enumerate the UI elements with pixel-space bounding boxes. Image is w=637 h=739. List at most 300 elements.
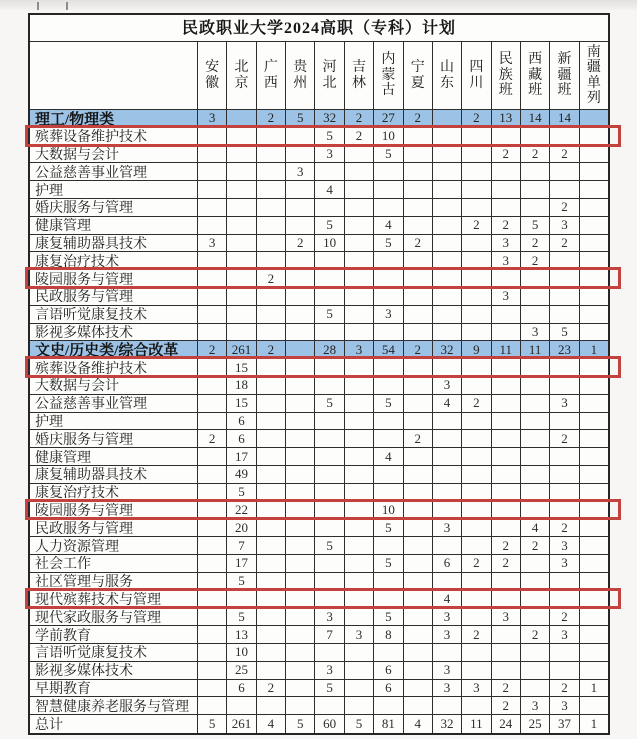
plan-cell	[286, 680, 315, 697]
plan-cell	[404, 128, 433, 145]
table-row-program	[30, 181, 608, 199]
plan-cell	[550, 181, 579, 198]
plan-cell	[462, 662, 491, 679]
plan-cell	[433, 270, 462, 287]
plan-cell	[404, 680, 433, 697]
plan-cell	[404, 591, 433, 608]
plan-cell	[550, 359, 579, 376]
table-row-program	[30, 377, 608, 395]
table-row-program	[30, 430, 608, 448]
plan-cell	[257, 359, 286, 376]
plan-cell: 2	[521, 537, 550, 554]
plan-cell: 3	[433, 519, 462, 536]
plan-cell	[404, 288, 433, 305]
plan-cell: 1	[590, 715, 598, 731]
plan-cell	[492, 430, 521, 447]
plan-cell: 14	[550, 110, 579, 127]
plan-cell: 5	[315, 395, 344, 412]
plan-cell	[580, 430, 608, 447]
plan-cell	[315, 644, 344, 661]
plan-cell: 2	[492, 697, 521, 714]
table-row-program	[30, 697, 608, 715]
plan-cell	[374, 537, 403, 554]
plan-cell	[345, 680, 374, 697]
plan-cell: 14	[521, 110, 550, 127]
plan-cell: 5	[286, 715, 315, 733]
table-row-program	[30, 199, 608, 217]
column-header	[550, 42, 579, 109]
plan-cell: 2	[550, 430, 579, 447]
plan-cell	[462, 519, 491, 536]
plan-cell: 2	[462, 555, 491, 572]
table-row-section	[30, 341, 608, 359]
plan-cell: 3	[433, 626, 462, 643]
plan-cell	[404, 395, 433, 412]
plan-cell	[580, 537, 608, 554]
plan-cell: 10	[374, 128, 403, 145]
plan-cell	[580, 288, 608, 305]
plan-cell: 2	[462, 626, 491, 643]
plan-cell	[374, 288, 403, 305]
plan-cell: 49	[227, 466, 256, 483]
plan-cell	[433, 430, 462, 447]
plan-cell	[257, 181, 286, 198]
column-header	[521, 42, 550, 109]
plan-cell	[257, 591, 286, 608]
plan-cell	[550, 163, 579, 180]
plan-cell	[521, 448, 550, 465]
plan-cell: 32	[433, 715, 462, 733]
row-label: 学前教育	[30, 626, 198, 643]
table-row-program	[30, 146, 608, 164]
plan-cell	[433, 252, 462, 269]
plan-cell: 1	[590, 679, 598, 695]
plan-cell	[521, 466, 550, 483]
plan-cell	[521, 430, 550, 447]
plan-cell	[345, 697, 374, 714]
plan-cell	[315, 430, 344, 447]
plan-cell	[374, 181, 403, 198]
plan-cell: 3	[492, 252, 521, 269]
plan-cell	[462, 359, 491, 376]
plan-cell: 3	[315, 662, 344, 679]
plan-cell	[580, 306, 608, 323]
plan-cell	[345, 591, 374, 608]
plan-cell: 3	[345, 341, 374, 358]
plan-cell	[198, 680, 227, 697]
plan-cell: 23	[550, 341, 579, 358]
row-label: 殡葬设备维护技术	[30, 128, 198, 145]
plan-cell: 5	[374, 235, 403, 252]
plan-cell	[492, 324, 521, 341]
plan-cell	[374, 573, 403, 590]
plan-cell	[462, 644, 491, 661]
plan-cell: 2	[521, 626, 550, 643]
plan-cell	[404, 519, 433, 536]
plan-cell	[198, 288, 227, 305]
plan-cell	[227, 288, 256, 305]
plan-cell	[345, 448, 374, 465]
plan-cell	[580, 555, 608, 572]
plan-cell	[286, 608, 315, 625]
plan-cell	[433, 324, 462, 341]
plan-cell	[374, 697, 403, 714]
plan-cell: 2	[462, 395, 491, 412]
plan-cell: 15	[227, 395, 256, 412]
plan-cell	[433, 359, 462, 376]
table-row-program	[30, 608, 608, 626]
plan-cell	[374, 324, 403, 341]
plan-cell	[404, 573, 433, 590]
plan-cell	[433, 466, 462, 483]
column-header-label: 广西	[263, 60, 278, 91]
plan-cell	[492, 359, 521, 376]
plan-cell: 3	[198, 235, 227, 252]
plan-cell	[404, 199, 433, 216]
plan-cell	[492, 199, 521, 216]
plan-cell	[521, 128, 550, 145]
plan-cell	[550, 484, 579, 501]
plan-cell	[580, 644, 608, 661]
plan-cell	[492, 377, 521, 394]
row-label: 现代殡葬技术与管理	[30, 591, 198, 608]
plan-cell	[404, 217, 433, 234]
plan-cell: 4	[374, 217, 403, 234]
column-header	[580, 42, 608, 109]
plan-cell	[580, 359, 608, 376]
plan-cell	[257, 235, 286, 252]
plan-cell	[227, 217, 256, 234]
row-label: 康复治疗技术	[30, 252, 198, 269]
plan-cell	[521, 555, 550, 572]
plan-cell	[198, 270, 227, 287]
plan-cell: 17	[227, 448, 256, 465]
plan-cell	[521, 270, 550, 287]
plan-cell	[433, 163, 462, 180]
plan-cell	[404, 608, 433, 625]
plan-cell	[198, 555, 227, 572]
plan-cell	[433, 644, 462, 661]
plan-cell	[345, 608, 374, 625]
plan-cell: 3	[550, 697, 579, 714]
plan-cell	[580, 395, 608, 412]
plan-cell	[550, 413, 579, 430]
plan-cell: 18	[227, 377, 256, 394]
plan-cell	[374, 270, 403, 287]
plan-cell	[550, 573, 579, 590]
column-header-label: 北京	[234, 60, 249, 91]
plan-cell: 3	[198, 110, 227, 127]
plan-cell	[374, 644, 403, 661]
plan-cell	[257, 537, 286, 554]
plan-cell	[462, 537, 491, 554]
plan-cell: 4	[257, 715, 286, 733]
table-row-program	[30, 217, 608, 235]
plan-cell	[580, 502, 608, 519]
plan-cell	[198, 181, 227, 198]
plan-cell	[345, 519, 374, 536]
plan-cell	[433, 217, 462, 234]
plan-cell	[580, 413, 608, 430]
plan-cell	[345, 662, 374, 679]
plan-cell	[404, 377, 433, 394]
plan-cell	[433, 199, 462, 216]
column-header-label: 新疆班	[557, 52, 572, 99]
plan-cell: 2	[492, 537, 521, 554]
table-row-program	[30, 662, 608, 680]
plan-cell: 11	[492, 341, 521, 358]
column-header-label: 安徽	[205, 60, 220, 91]
plan-cell	[462, 199, 491, 216]
plan-cell: 6	[374, 662, 403, 679]
plan-cell	[580, 199, 608, 216]
plan-cell	[286, 199, 315, 216]
plan-cell	[345, 181, 374, 198]
plan-cell	[374, 359, 403, 376]
plan-cell	[462, 288, 491, 305]
row-label: 康复治疗技术	[30, 484, 198, 501]
plan-cell	[462, 591, 491, 608]
plan-cell	[257, 448, 286, 465]
plan-cell	[404, 146, 433, 163]
plan-cell	[492, 448, 521, 465]
plan-cell	[286, 537, 315, 554]
plan-cell	[227, 591, 256, 608]
plan-cell	[315, 466, 344, 483]
column-header-label: 南疆单列	[586, 44, 601, 106]
plan-cell: 10	[374, 502, 403, 519]
plan-cell	[286, 128, 315, 145]
plan-cell	[521, 306, 550, 323]
plan-cell: 6	[227, 430, 256, 447]
plan-cell	[286, 377, 315, 394]
plan-cell: 20	[227, 519, 256, 536]
plan-cell: 2	[550, 519, 579, 536]
plan-cell	[462, 270, 491, 287]
plan-cell	[492, 270, 521, 287]
plan-cell	[257, 555, 286, 572]
plan-cell	[550, 644, 579, 661]
plan-cell	[492, 591, 521, 608]
plan-cell	[227, 110, 256, 127]
plan-cell	[227, 128, 256, 145]
plan-cell	[492, 306, 521, 323]
plan-cell	[521, 644, 550, 661]
plan-cell	[286, 288, 315, 305]
plan-cell: 3	[550, 217, 579, 234]
plan-cell	[580, 181, 608, 198]
row-label: 婚庆服务与管理	[30, 430, 198, 447]
plan-cell: 2	[550, 608, 579, 625]
row-label: 大数据与会计	[30, 146, 198, 163]
plan-cell	[315, 288, 344, 305]
plan-cell	[580, 591, 608, 608]
plan-cell: 2	[198, 341, 227, 358]
row-label: 言语听觉康复技术	[30, 644, 198, 661]
plan-cell	[286, 626, 315, 643]
plan-cell: 6	[374, 680, 403, 697]
plan-cell	[433, 573, 462, 590]
plan-cell	[345, 555, 374, 572]
plan-cell	[374, 199, 403, 216]
plan-cell	[198, 128, 227, 145]
row-label: 殡葬设备维护技术	[30, 359, 198, 376]
row-label: 民政服务与管理	[30, 288, 198, 305]
plan-cell	[345, 502, 374, 519]
column-header-label: 贵州	[293, 60, 308, 91]
plan-cell	[227, 199, 256, 216]
plan-cell	[521, 484, 550, 501]
plan-cell	[345, 644, 374, 661]
plan-cell	[404, 502, 433, 519]
row-label: 理工/物理类	[30, 110, 198, 127]
plan-cell: 5	[315, 537, 344, 554]
plan-cell: 54	[374, 341, 403, 358]
row-label: 健康管理	[30, 217, 198, 234]
plan-cell: 17	[227, 555, 256, 572]
plan-cell	[257, 519, 286, 536]
plan-cell	[198, 591, 227, 608]
plan-cell	[345, 466, 374, 483]
plan-cell	[492, 573, 521, 590]
plan-cell: 2	[257, 270, 286, 287]
plan-cell	[550, 270, 579, 287]
plan-cell	[374, 591, 403, 608]
plan-cell: 2	[550, 235, 579, 252]
table-row-program	[30, 537, 608, 555]
plan-cell	[580, 519, 608, 536]
plan-cell	[286, 395, 315, 412]
plan-cell: 5	[315, 306, 344, 323]
plan-cell	[286, 181, 315, 198]
plan-cell: 32	[433, 341, 462, 358]
column-header-label: 宁夏	[410, 60, 425, 91]
row-label: 智慧健康养老服务与管理	[30, 697, 198, 714]
plan-cell	[198, 146, 227, 163]
plan-cell	[257, 395, 286, 412]
plan-cell	[286, 341, 315, 358]
plan-cell	[374, 484, 403, 501]
plan-cell: 3	[550, 555, 579, 572]
plan-cell	[404, 697, 433, 714]
plan-cell	[433, 146, 462, 163]
plan-cell	[462, 235, 491, 252]
plan-cell	[198, 199, 227, 216]
plan-cell	[521, 591, 550, 608]
plan-cell	[227, 697, 256, 714]
plan-cell: 3	[521, 324, 550, 341]
plan-cell: 2	[404, 430, 433, 447]
plan-cell: 6	[227, 680, 256, 697]
plan-cell	[462, 306, 491, 323]
plan-cell	[227, 181, 256, 198]
plan-cell: 3	[433, 662, 462, 679]
plan-cell	[286, 359, 315, 376]
table-row-program	[30, 324, 608, 342]
plan-cell	[286, 448, 315, 465]
column-header	[345, 42, 374, 109]
plan-cell	[550, 662, 579, 679]
plan-cell	[580, 697, 608, 714]
plan-cell: 2	[198, 430, 227, 447]
plan-cell	[462, 608, 491, 625]
table-title: 民政职业大学2024高职（专科）计划	[181, 19, 456, 37]
table-row-program	[30, 591, 608, 609]
plan-cell: 5	[550, 324, 579, 341]
row-label: 婚庆服务与管理	[30, 199, 198, 216]
plan-cell	[286, 413, 315, 430]
plan-cell: 2	[521, 146, 550, 163]
column-header	[198, 42, 227, 109]
plan-cell	[345, 537, 374, 554]
plan-cell	[492, 395, 521, 412]
plan-cell	[345, 235, 374, 252]
plan-cell	[198, 608, 227, 625]
row-label: 健康管理	[30, 448, 198, 465]
plan-cell	[404, 662, 433, 679]
row-label: 护理	[30, 181, 198, 198]
plan-cell	[315, 252, 344, 269]
plan-cell: 60	[315, 715, 344, 733]
plan-cell	[286, 146, 315, 163]
plan-cell: 3	[550, 626, 579, 643]
plan-cell	[345, 573, 374, 590]
row-label: 影视多媒体技术	[30, 662, 198, 679]
plan-cell	[580, 484, 608, 501]
plan-cell	[462, 146, 491, 163]
plan-cell	[198, 359, 227, 376]
plan-cell: 4	[374, 448, 403, 465]
plan-cell	[198, 644, 227, 661]
plan-cell	[404, 448, 433, 465]
plan-cell	[374, 377, 403, 394]
plan-cell: 10	[227, 644, 256, 661]
plan-cell	[345, 217, 374, 234]
plan-cell	[315, 519, 344, 536]
plan-cell	[462, 324, 491, 341]
plan-cell	[198, 163, 227, 180]
plan-cell: 3	[315, 608, 344, 625]
plan-cell	[257, 644, 286, 661]
plan-cell: 13	[492, 110, 521, 127]
plan-cell: 3	[433, 377, 462, 394]
plan-cell	[462, 697, 491, 714]
plan-cell	[315, 484, 344, 501]
table-row-program	[30, 270, 608, 288]
plan-cell: 25	[227, 662, 256, 679]
plan-cell	[257, 466, 286, 483]
plan-cell: 4	[404, 715, 433, 733]
plan-cell	[286, 697, 315, 714]
plan-cell	[198, 377, 227, 394]
table-row-program	[30, 288, 608, 306]
plan-cell	[580, 110, 608, 127]
plan-cell	[315, 377, 344, 394]
plan-cell	[227, 146, 256, 163]
plan-cell	[404, 163, 433, 180]
plan-cell	[286, 591, 315, 608]
plan-cell	[404, 537, 433, 554]
plan-cell: 81	[374, 715, 403, 733]
plan-cell	[198, 502, 227, 519]
plan-cell	[521, 395, 550, 412]
plan-cell	[315, 555, 344, 572]
plan-cell	[433, 537, 462, 554]
plan-cell	[580, 448, 608, 465]
plan-cell: 2	[462, 217, 491, 234]
plan-cell	[550, 288, 579, 305]
table-row-program	[30, 555, 608, 573]
